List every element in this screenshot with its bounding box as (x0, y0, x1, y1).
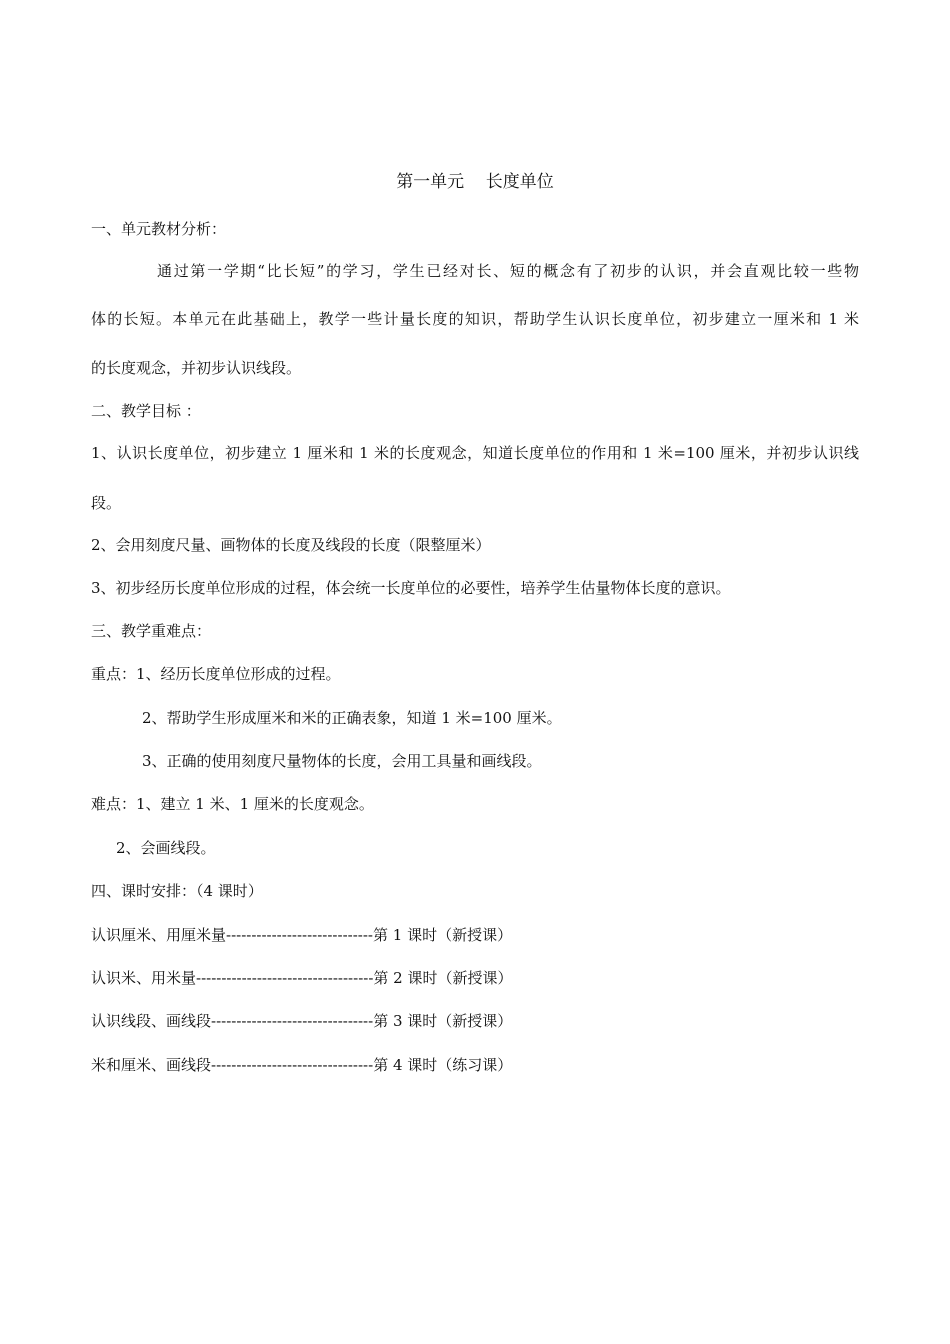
key-point-3: 3、正确的使用刻度尺量物体的长度，会用工具量和画线段。 (142, 752, 542, 770)
lesson-row-1: 认识厘米、用厘米量-----------------------------第 1 课时（新授课） (91, 926, 513, 944)
analysis-paragraph-line-2: 体的长短。本单元在此基础上，教学一些计量长度的知识，帮助学生认识长度单位，初步建立一厘米和 1 米 (91, 310, 859, 328)
key-point-2: 2、帮助学生形成厘米和米的正确表象，知道 1 米=100 厘米。 (142, 709, 562, 727)
goal-item-1-line-1: 1、认识长度单位，初步建立 1 厘米和 1 米的长度观念，知道长度单位的作用和 1 米=100 厘米，并初步认识线 (91, 444, 859, 462)
lesson-row-3: 认识线段、画线段--------------------------------第 3 课时（新授课） (91, 1012, 513, 1030)
analysis-paragraph-line-1: 通过第一学期“比长短”的学习，学生已经对长、短的概念有了初步的认识，并会直观比较一些物 (157, 262, 859, 280)
difficult-point-2: 2、会画线段。 (116, 839, 216, 857)
goal-item-2: 2、会用刻度尺量、画物体的长度及线段的长度（限整厘米） (91, 536, 491, 554)
section-heading-key-points: 三、教学重难点： (91, 622, 212, 640)
section-heading-goals: 二、教学目标 ： (91, 402, 201, 420)
lesson-row-2: 认识米、用米量-----------------------------------第 2 课时（新授课） (91, 969, 513, 987)
analysis-paragraph-line-3: 的长度观念，并初步认识线段。 (91, 359, 302, 377)
document-title: 第一单元 长度单位 (396, 172, 554, 192)
section-heading-schedule: 四、课时安排：（4 课时） (91, 882, 263, 900)
key-point-1: 重点：1、经历长度单位形成的过程。 (91, 665, 341, 683)
section-heading-analysis: 一、单元教材分析： (91, 220, 227, 238)
lesson-row-4: 米和厘米、画线段--------------------------------第 4 课时（练习课） (91, 1056, 513, 1074)
difficult-point-1: 难点：1、建立 1 米、1 厘米的长度观念。 (91, 795, 374, 813)
goal-item-1-line-2: 段。 (91, 494, 122, 512)
goal-item-3: 3、初步经历长度单位形成的过程，体会统一长度单位的必要性，培养学生估量物体长度的意识。 (91, 579, 731, 597)
